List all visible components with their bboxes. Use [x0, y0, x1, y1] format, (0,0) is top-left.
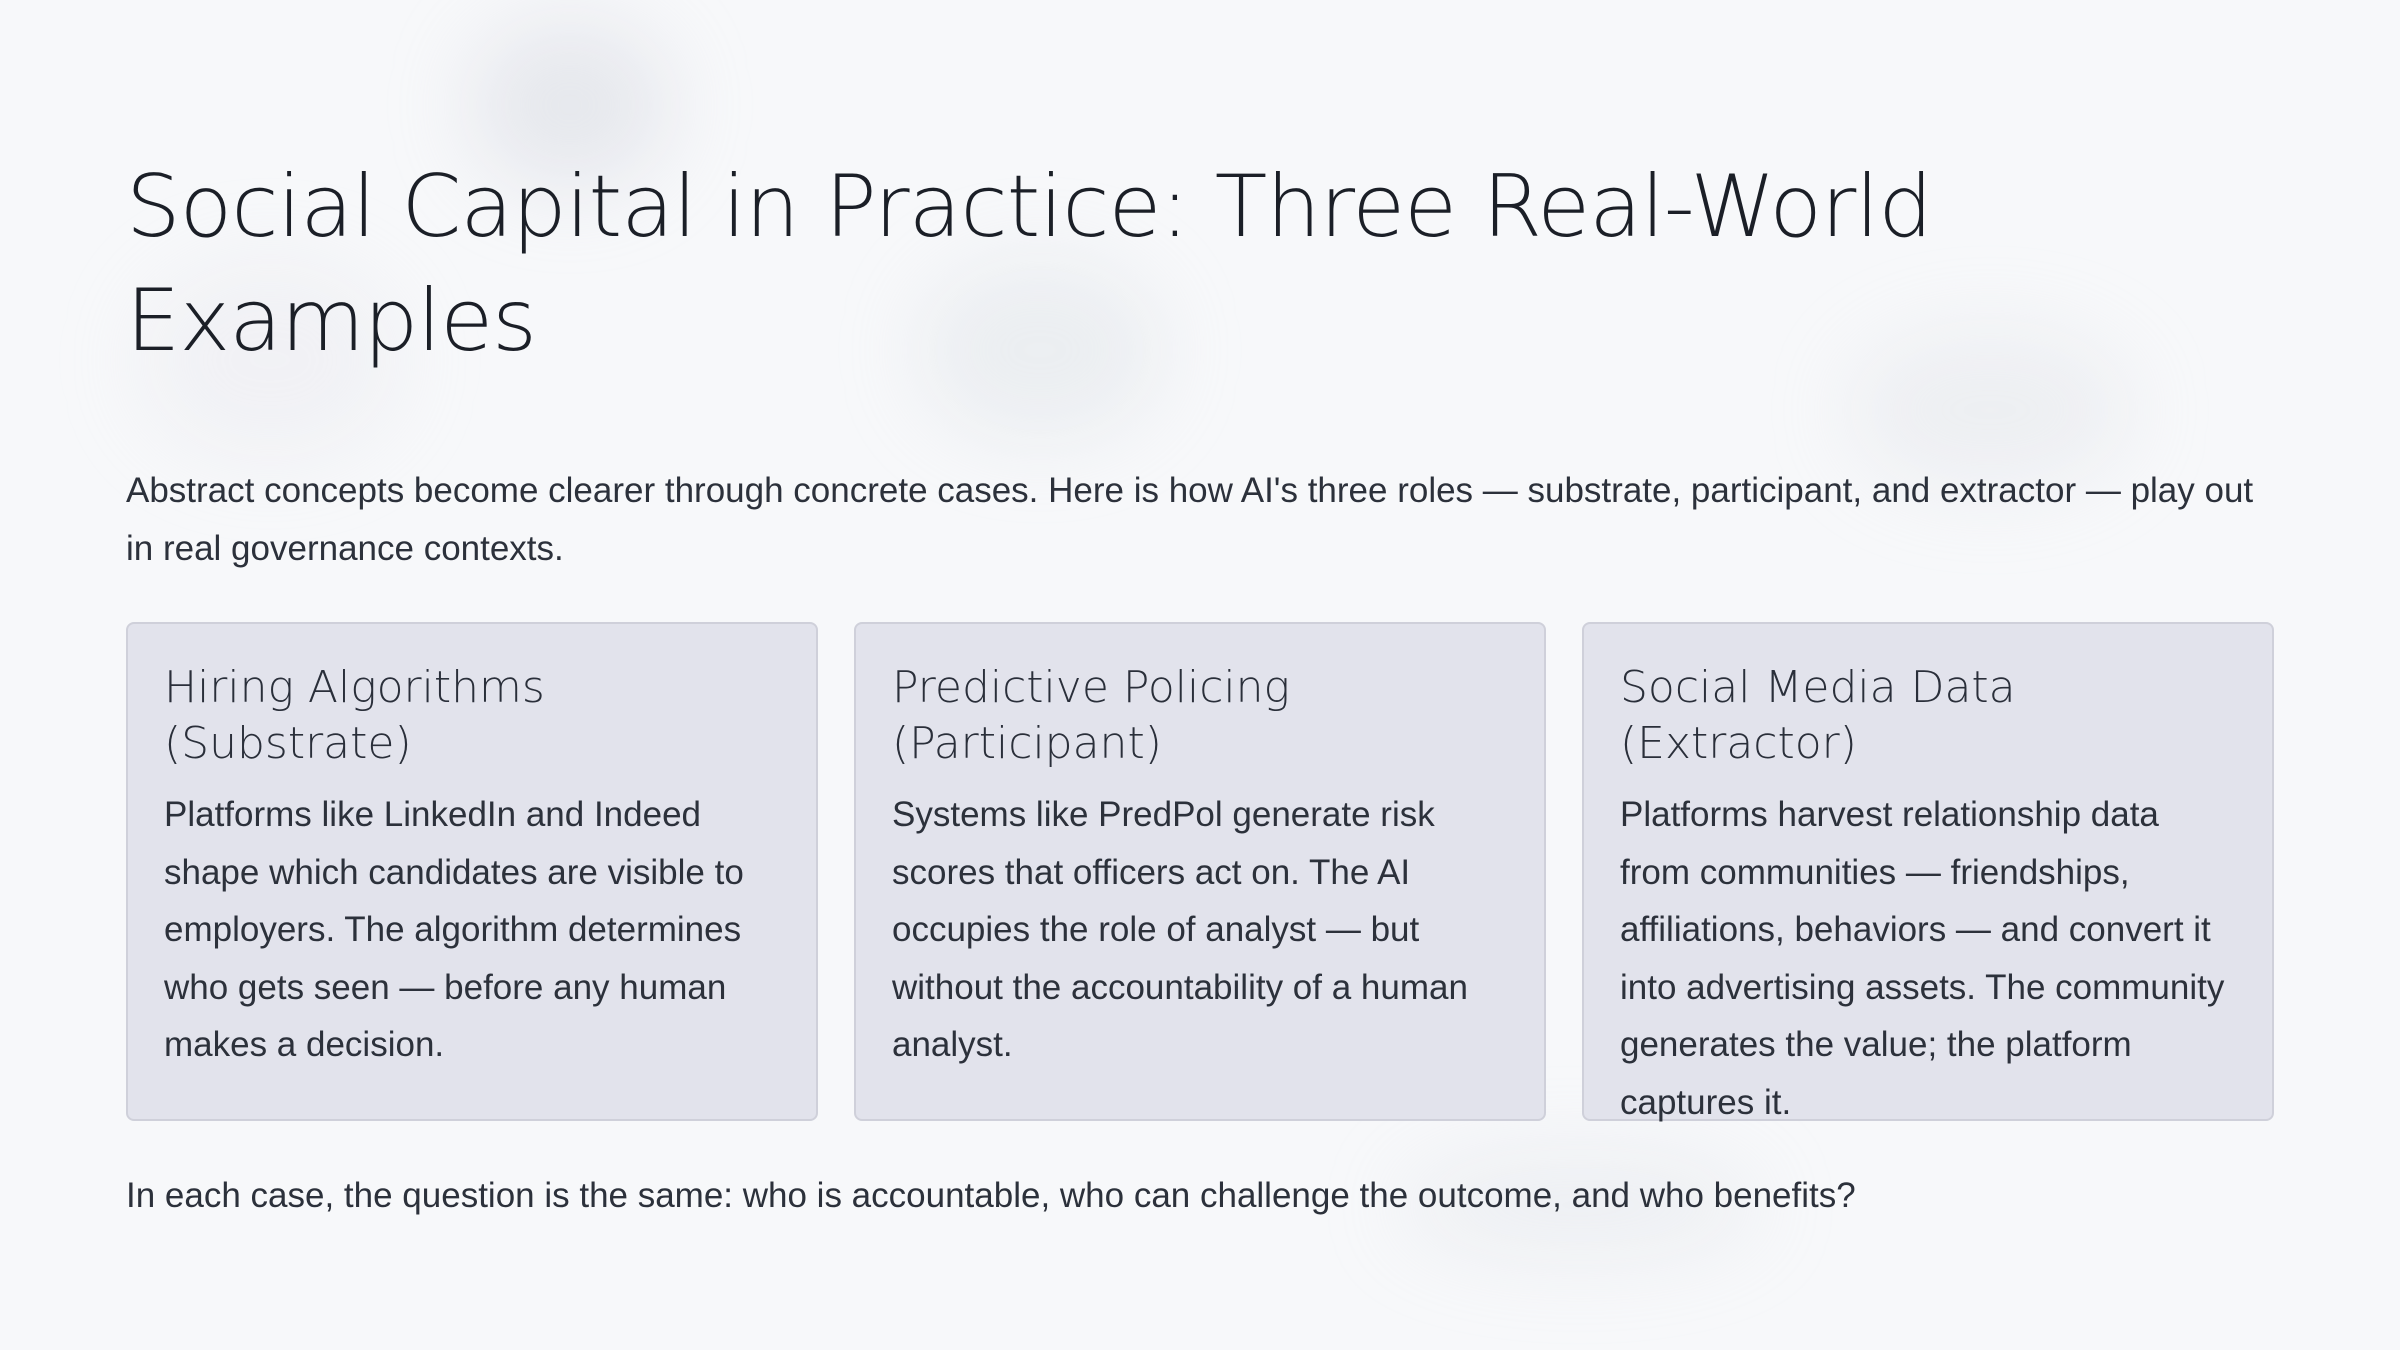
slide-title: Social Capital in Practice: Three Real-World Examples	[126, 157, 1932, 371]
card-social-media-data	[1582, 622, 2274, 1121]
intro-paragraph: Abstract concepts become clearer through concrete cases. Here is how AI's three roles — substrate, participant, and extractor — play out in real governance contexts.	[126, 471, 2254, 568]
card-predictive-policing	[854, 622, 1546, 1121]
example-cards	[126, 622, 2274, 1121]
slide	[126, 150, 2274, 1225]
card-title: Social Media Data (Extractor)	[1620, 662, 2016, 769]
card-title: Hiring Algorithms (Substrate)	[164, 662, 545, 769]
card-title: Predictive Policing (Participant)	[892, 662, 1290, 769]
card-hiring-algorithms	[126, 622, 818, 1121]
closing-question: In each case, the question is the same: who is accountable, who can challenge the outcome, and who benefits?	[126, 1176, 1856, 1215]
card-body: Platforms like LinkedIn and Indeed shape which candidates are visible to employers. The algorithm determines who gets seen — before any human makes a decision.	[164, 795, 744, 1064]
card-body: Platforms harvest relationship data from communities — friendships, affiliations, behaviors — and convert it into advertising assets. The community generates the value; the platform captures it.	[1620, 795, 2225, 1122]
card-body: Systems like PredPol generate risk scores that officers act on. The AI occupies the role of analyst — but without the accountability of a human analyst.	[892, 795, 1468, 1064]
